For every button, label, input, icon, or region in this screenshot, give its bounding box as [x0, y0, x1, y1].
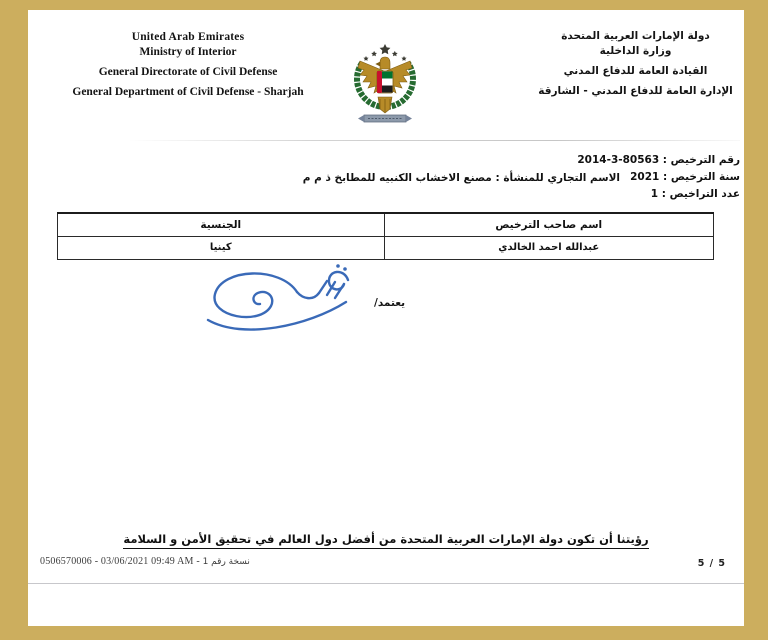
letterhead-arabic	[533, 30, 738, 98]
print-meta-ltr: 0506570006 - 03/06/2021 09:49 AM -	[40, 556, 203, 567]
trade-name-line	[303, 172, 620, 184]
license-year-line	[630, 171, 740, 183]
table-cell-nationality: كينيا	[58, 236, 385, 259]
license-number-value: 2014-3-80563	[577, 154, 660, 166]
vision-statement: رؤيتنا أن تكون دولة الإمارات العربية المتحدة من أفضل دول العالم في تحقيق الأمن و السلامة	[28, 532, 744, 546]
trade-name-value: مصنع الاخشاب الكنبيه للمطابخ ذ م م	[302, 172, 492, 184]
print-meta-copy-number: نسخة رقم 1	[202, 557, 250, 567]
letterhead-english-clipped-line: United Arab Emirates	[131, 31, 245, 43]
approved-by-label: يعتمد/	[374, 297, 406, 309]
letterhead-arabic-clipped-line: دولة الإمارات العربية المتحدة	[561, 30, 710, 42]
table-header-holder: اسم صاحب الترخيص	[384, 213, 714, 236]
uae-falcon-emblem-icon	[348, 41, 422, 129]
letterhead-english-line2: General Directorate of Civil Defense	[98, 66, 278, 78]
license-count-value: 1	[650, 188, 659, 200]
letterhead-arabic-line1: وزارة الداخلية	[599, 45, 672, 57]
print-meta-line	[40, 556, 250, 567]
table-header-nationality: الجنسية	[58, 213, 385, 236]
license-number-label: رقم الترخيص :	[662, 154, 740, 166]
license-year-label: سنة الترخيص :	[662, 171, 740, 183]
table-header-row	[58, 213, 714, 236]
letterhead-arabic-line3: الإدارة العامة للدفاع المدني - الشارقة	[538, 85, 733, 97]
document-page	[28, 10, 744, 626]
trade-name-label: الاسم التجاري للمنشأة :	[495, 172, 620, 184]
license-number-line	[577, 154, 740, 166]
letterhead-arabic-line2: القيادة العامة للدفاع المدني	[563, 65, 708, 77]
letterhead-english-line1: Ministry of Interior	[139, 46, 237, 58]
license-count-line	[651, 188, 740, 200]
signature-image	[188, 260, 363, 345]
table-cell-holder-name: عبدالله احمد الخالدي	[384, 236, 714, 259]
scan-edge-line	[28, 583, 744, 584]
table-row	[58, 236, 714, 259]
letterhead-english	[38, 31, 338, 99]
license-count-label: عدد التراخيص :	[661, 188, 740, 200]
license-holder-table	[57, 212, 714, 260]
header-divider-line	[128, 140, 740, 141]
letterhead-english-line3: General Department of Civil Defense - Sharjah	[72, 86, 304, 98]
page-number: 5 / 5	[697, 558, 726, 569]
license-year-value: 2021	[630, 171, 660, 183]
